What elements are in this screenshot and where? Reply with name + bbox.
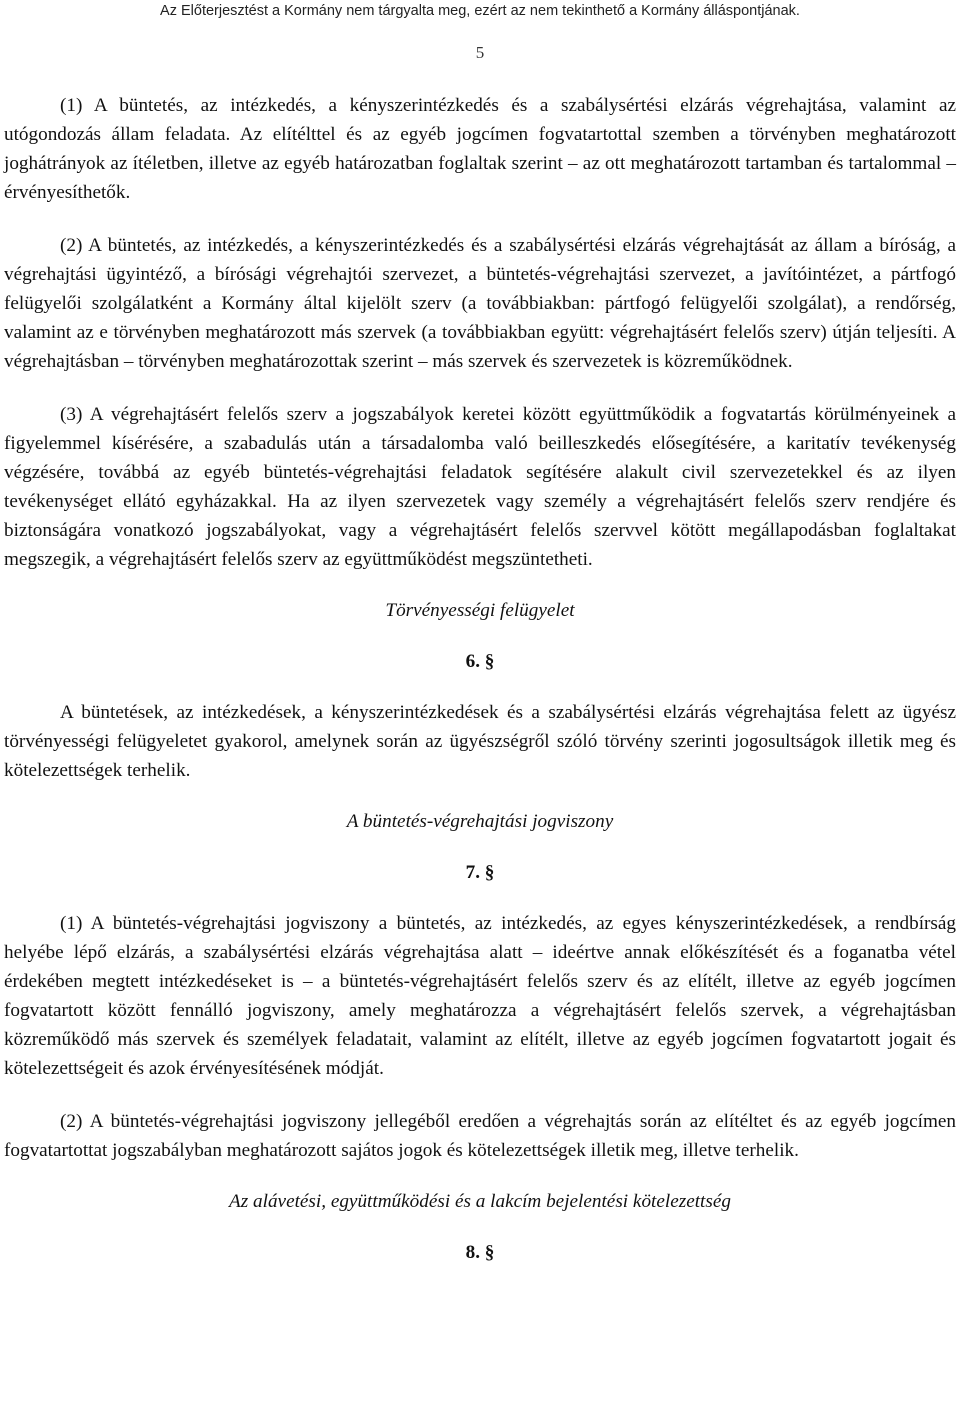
paragraph-7-1: (1) A büntetés-végrehajtási jogviszony a büntetés, az intézkedés, az egyes kényszerintézkedések, a rendbírság helyébe lépő elzárás, a szabálysértési elzárás végrehajtása alatt – ideértve annak előkészítését és a foganatba vétel érdekében megtett intézkedéseket is – a büntetés-végrehajtásért felelős szerv és az elítélt, illetve az egyéb jogcímen fogvatartott között fennálló jogviszony, amely meghatározza a végrehajtásért felelős szervek, a végrehajtásban közreműködő más szervek és személyek feladatait, valamint az elítélt, illetve az egyéb jogcímen fogvatartott jogait és kötelezettségeit és azok érvényesítésének módját. — [4, 913, 956, 1079]
section-number-6: 6. § — [465, 651, 495, 672]
page-number: 5 — [475, 43, 485, 62]
paragraph-5-2: (2) A büntetés, az intézkedés, a kényszerintézkedés és a szabálysértési elzárás végrehajtását az állam a bíróság, a végrehajtási ügyintéző, a bírósági végrehajtói szervezet, a büntetés-végrehajtási szervezet, a javítóintézet, a pártfogó felügyelői szolgálatként a Kormány által kijelölt szerv (a továbbiakban: pártfogó felügyelői szolgálat), a rendőrség, valamint az e törvényben meghatározott más szervek (a továbbiakban együtt: végrehajtásért felelős szerv) útján teljesíti. A végrehajtásban – törvényben meghatározottak szerint – más szervek és szervezetek is közreműködnek. — [4, 235, 956, 372]
paragraph-5-1: (1) A büntetés, az intézkedés, a kényszerintézkedés és a szabálysértési elzárás végrehajtása, valamint az utógondozás állam feladata. Az elítélttel és az egyéb jogcímen fogvatartottal szemben a törvényben meghatározott joghátrányok az ítéletben, illetve az egyéb határozatban foglaltak szerint – az ott meghatározott tartamban és tartalommal – érvényesíthetők. — [4, 95, 956, 203]
disclaimer-header: Az Előterjesztést a Kormány nem tárgyalta meg, ezért az nem tekinthető a Kormány álláspontjának. — [160, 3, 800, 19]
paragraph-6: A büntetések, az intézkedések, a kényszerintézkedések és a szabálysértési elzárás végrehajtása felett az ügyész törvényességi felügyeletet gyakorol, amelynek során az ügyészségről szóló törvény szerinti jogosultságok illetik meg és kötelezettségek terhelik. — [4, 702, 956, 781]
section-heading-jogviszony: A büntetés-végrehajtási jogviszony — [346, 811, 614, 832]
paragraph-5-3: (3) A végrehajtásért felelős szerv a jogszabályok keretei között együttműködik a fogvatartás körülményeinek a figyelemmel kísérésére, a szabadulás után a társadalomba való beilleszkedés elősegítésére, a karitatív tevékenység végzésére, továbbá az egyéb büntetés-végrehajtási feladatok segítésére alakult civil szervezetekkel és az ilyen tevékenységet ellátó egyházakkal. Ha az ilyen szervezetek vagy személy a végrehajtásért felelős szerv rendjére és biztonságára vonatkozó jogszabályokat, vagy a végrehajtásért felelős szervvel kötött megállapodásban foglaltakat megszegik, a végrehajtásért felelős szerv az együttműködést megszüntetheti. — [4, 404, 956, 570]
section-heading-alavetesi-kotelezettseg: Az alávetési, együttműködési és a lakcím bejelentési kötelezettség — [229, 1191, 731, 1212]
document-body — [4, 91, 956, 1289]
paragraph-7-2: (2) A büntetés-végrehajtási jogviszony jellegéből eredően a végrehajtás során az elítéltet és az egyéb jogcímen fogvatartottat jogszabályban meghatározott sajátos jogok és kötelezettségek illetik meg, illetve terhelik. — [4, 1111, 956, 1161]
section-number-7: 7. § — [465, 862, 495, 883]
section-number-8: 8. § — [465, 1242, 495, 1263]
section-heading-torvenyessegi-felugyelet: Törvényességi felügyelet — [385, 600, 575, 621]
